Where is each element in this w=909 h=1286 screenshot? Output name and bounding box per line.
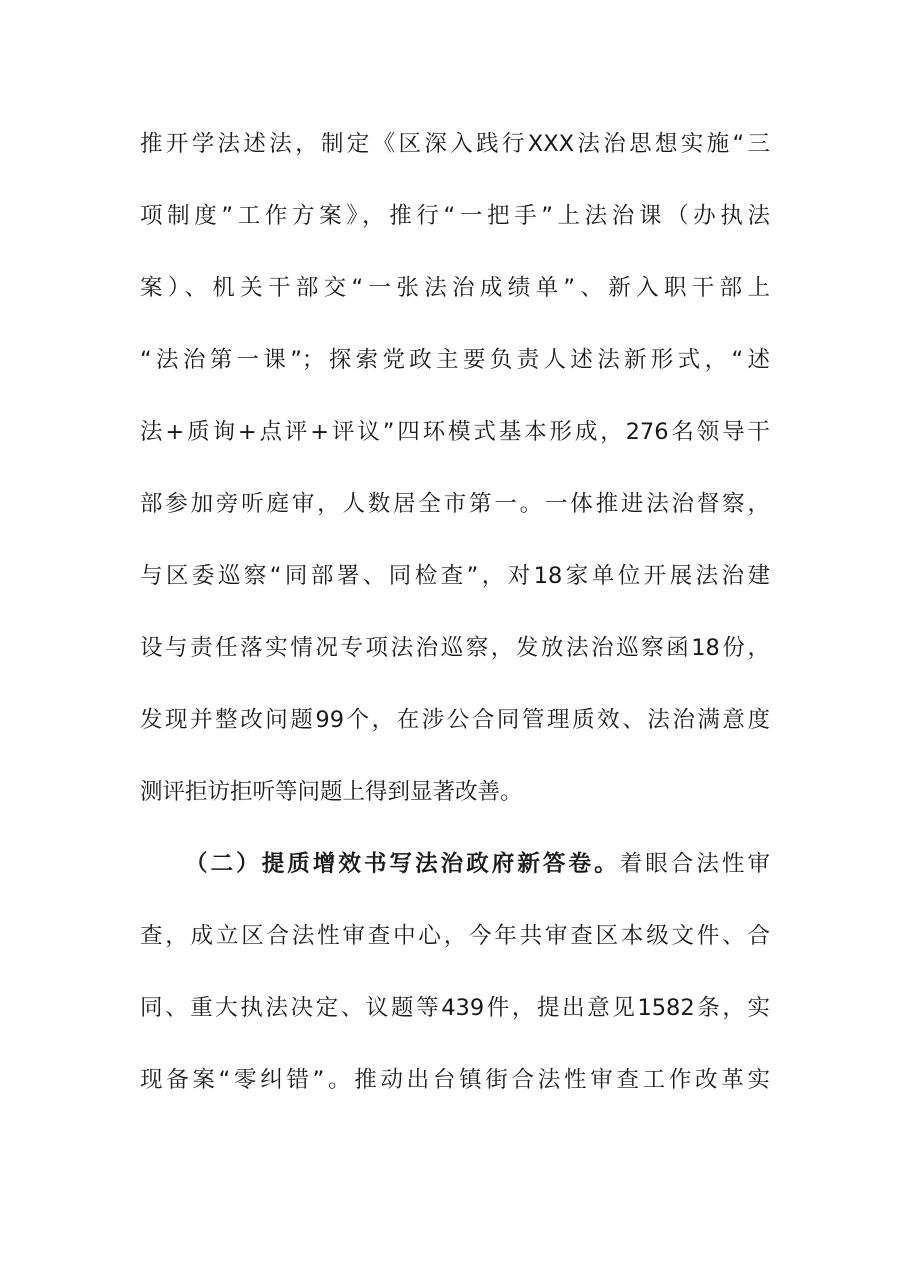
paragraph-line: 法+质询+点评+评议”四环模式基本形成，276名领导干: [140, 419, 770, 445]
paragraph-line: 与区委巡察“同部署、同检查”，对18家单位开展法治建: [140, 563, 770, 589]
paragraph-line: 部参加旁听庭审，人数居全市第一。一体推进法治督察，: [140, 491, 770, 517]
paragraph-line: “法治第一课”；探索党政主要负责人述法新形式，“述: [140, 347, 770, 373]
paragraph-line: 现备案“零纠错”。推动出台镇街合法性审查工作改革实: [140, 1067, 770, 1093]
paragraph-line: 查，成立区合法性审查中心，今年共审查区本级文件、合: [140, 923, 770, 949]
paragraph-text: 着眼合法性审: [619, 851, 770, 877]
section-heading: （二）提质增效书写法治政府新答卷。: [185, 851, 620, 877]
paragraph-first-line: [185, 844, 770, 884]
paragraph-line: 测评拒访拒听等问题上得到显著改善。: [140, 779, 523, 805]
paragraph-line: 推开学法述法，制定《区深入践行XXX法治思想实施“三: [140, 131, 770, 157]
paragraph-line: 案）、机关干部交“一张法治成绩单”、新入职干部上: [140, 275, 770, 301]
paragraph-line: 同、重大执法决定、议题等439件，提出意见1582条，实: [140, 995, 770, 1021]
paragraph-line: 设与责任落实情况专项法治巡察，发放法治巡察函18份，: [140, 635, 770, 661]
paragraph-line: 项制度”工作方案》，推行“一把手”上法治课（办执法: [140, 203, 770, 229]
paragraph-line: 发现并整改问题99个，在涉公合同管理质效、法治满意度: [140, 707, 770, 733]
